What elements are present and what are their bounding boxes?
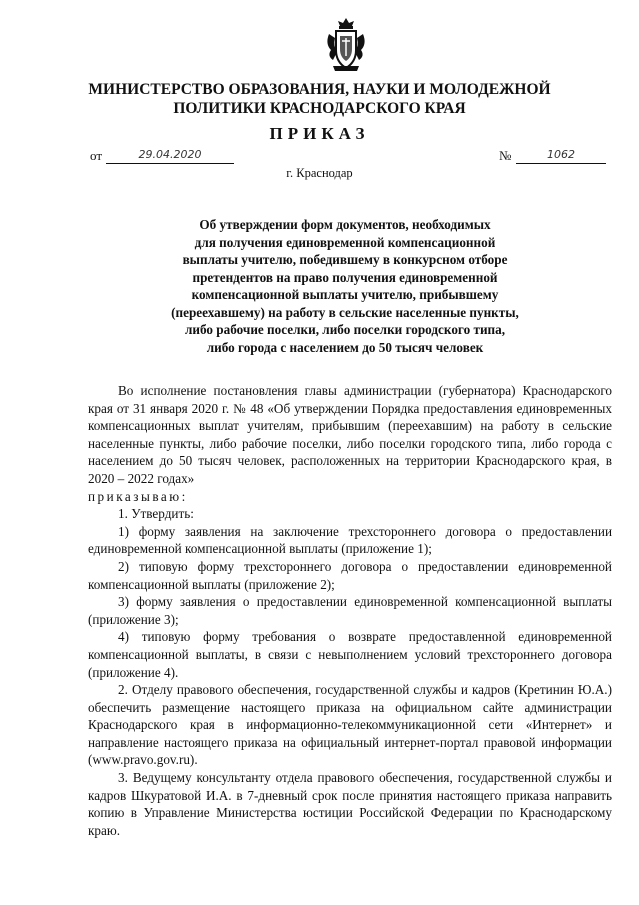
clause-3: 3. Ведущему консультанту отдела правового обеспечения, государственной службы и кадров Шкуратовой И.А. в 7-дневный срок после принятия настоящего приказа направить копию в Управление Министерства юстиции Российской Федерации по Краснодарскому краю. bbox=[88, 770, 612, 838]
date-label: от bbox=[90, 148, 103, 163]
order-body bbox=[88, 382, 612, 839]
clause-1-4: 4) типовую форму требования о возврате предоставленной единовременной компенсационной выплаты, в связи с невыполнением условий трехстороннего договора (приложение 4). bbox=[88, 629, 612, 680]
ministry-line-1: МИНИСТЕРСТВО ОБРАЗОВАНИЯ, НАУКИ И МОЛОДЕЖНОЙ bbox=[88, 81, 551, 98]
subject-line: претендентов на право получения единовременной bbox=[192, 269, 498, 285]
subject-line: выплаты учителю, победившему в конкурсном отборе bbox=[182, 252, 508, 267]
subject-line: либо рабочие поселки, либо поселки городского типа, bbox=[184, 322, 506, 337]
clause-1: 1. Утвердить: bbox=[118, 506, 194, 522]
preamble: Во исполнение постановления главы администрации (губернатора) Краснодарского края от 31 января 2020 г. № 48 «Об утверждении Порядка предоставления единовременных компенсационных выплат учителям, прибывшим (переехавшим) на работу в сельские населенные пункты, либо рабочие поселки, либо поселки городского типа, либо города с населением до 50 тысяч человек, расположенных на территории Краснодарского края, в 2020 – 2022 годах» bbox=[88, 383, 612, 486]
coat-of-arms-icon bbox=[323, 16, 369, 74]
order-word: приказываю: bbox=[88, 488, 188, 504]
subject-line: для получения единовременной компенсационной bbox=[194, 234, 496, 250]
subject-line: компенсационной выплаты учителю, прибывшему bbox=[191, 287, 499, 302]
clause-1-1: 1) форму заявления на заключение трехстороннего договора о предоставлении единовременной компенсационной выплаты (приложение 1); bbox=[88, 523, 612, 557]
subject-line: Об утверждении форм документов, необходимых bbox=[199, 217, 491, 232]
clause-1-2: 2) типовую форму трехстороннего договора о предоставлении единовременной компенсационной выплаты (приложение 2); bbox=[88, 558, 612, 592]
number-field: 1062 bbox=[516, 148, 606, 164]
document-type: ПРИКАЗ bbox=[269, 124, 370, 143]
ministry-name bbox=[0, 80, 639, 118]
subject-line: (переехавшему) на работу в сельские населенные пункты, bbox=[171, 304, 519, 320]
order-subject bbox=[130, 216, 560, 356]
clause-2: 2. Отделу правового обеспечения, государственной службы и кадров (Кретинин Ю.А.) обеспечить размещение настоящего приказа на официальном сайте администрации Краснодарского края в информационно-телекоммуникационной сети «Интернет» и направление настоящего приказа на официальный интернет-портал правовой информации (www.pravo.gov.ru). bbox=[88, 682, 612, 768]
ministry-line-2: ПОЛИТИКИ КРАСНОДАРСКОГО КРАЯ bbox=[173, 100, 466, 117]
subject-line: либо города с населением до 50 тысяч человек bbox=[206, 339, 484, 355]
date-field: 29.04.2020 bbox=[106, 148, 234, 164]
number-label: № bbox=[499, 148, 512, 163]
city: г. Краснодар bbox=[286, 166, 353, 180]
clause-1-3: 3) форму заявления о предоставлении единовременной компенсационной выплаты (приложение 3); bbox=[88, 594, 612, 627]
